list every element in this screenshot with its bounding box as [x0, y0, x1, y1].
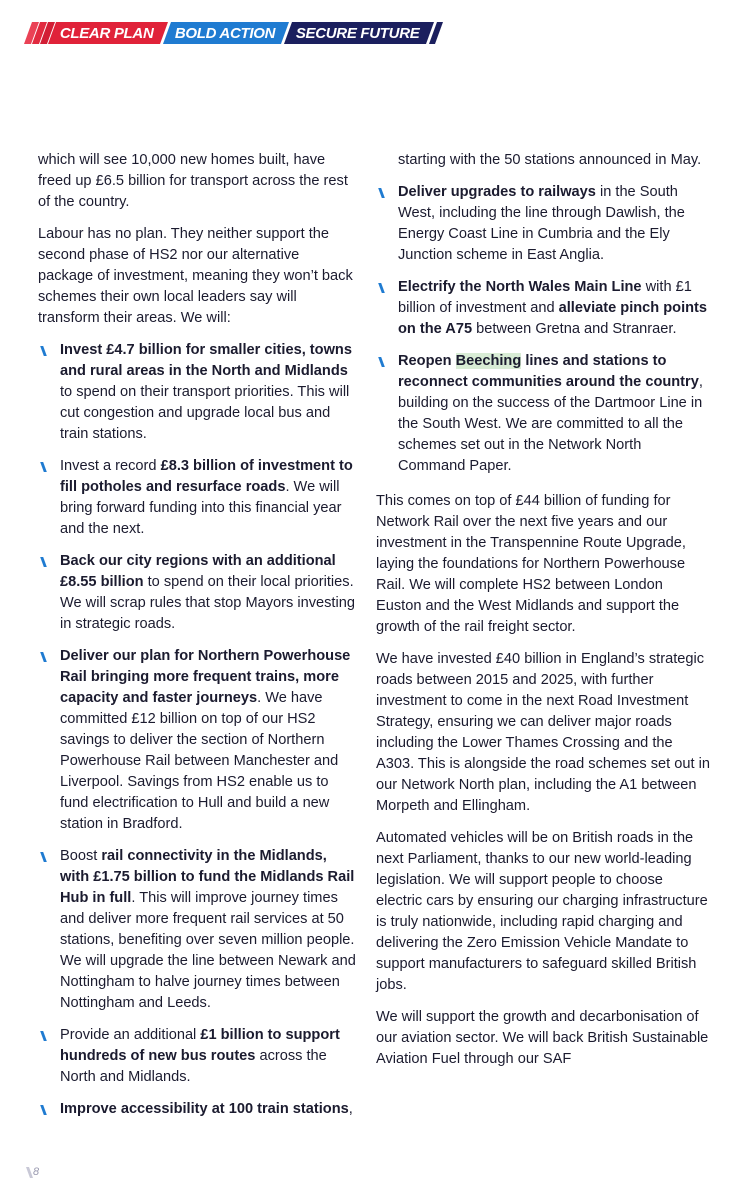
chevron-bullet-icon	[36, 1031, 47, 1041]
chevron-bullet-icon	[36, 557, 47, 567]
chevron-bullet-icon	[36, 652, 47, 662]
chevron-bullet-icon	[36, 1105, 47, 1115]
paragraph: starting with the 50 stations announced in May.	[398, 152, 702, 168]
text: Boost	[60, 848, 102, 864]
text: Invest a record	[60, 458, 161, 474]
right-column	[376, 150, 712, 1081]
bold-text: Beeching	[455, 353, 522, 369]
list-item	[38, 846, 356, 1014]
text: . This will improve journey times and deliver more frequent rail services at 50 stations, benefiting over seven million people. We will upgrade the line between Newark and Nottingham to halve journey times between Nottingham and Leeds.	[60, 890, 356, 1011]
list-item	[38, 646, 356, 835]
bold-text: Deliver upgrades to railways	[398, 184, 596, 200]
bold-text: alleviate pinch points on the A75	[398, 300, 708, 337]
bold-text: Back our city regions with an additional £8.55 billion	[60, 553, 336, 590]
chevron-bullet-icon	[36, 462, 47, 472]
text: to spend on their local priorities. We will scrap rules that stop Mayors investing in strategic roads.	[60, 574, 355, 632]
text: . We will bring forward funding into this financial year and the next.	[60, 479, 342, 537]
header-banner	[28, 22, 439, 44]
paragraph-group	[376, 491, 712, 1070]
paragraph: We have invested £40 billion in England’s strategic roads between 2015 and 2025, with further investment to come in the next Road Investment Strategy, ensuring we can deliver major roads including the Lower Thames Crossing and the A303. This is alongside the road schemes set out in our Network North plan, including the A1 between Morpeth and Ellingham.	[376, 651, 710, 814]
text: across the North and Midlands.	[60, 1048, 327, 1085]
bold-text: Invest £4.7 billion for smaller cities, towns and rural areas in the North and Midlands	[60, 342, 352, 379]
chevron-icon	[26, 1167, 33, 1178]
list-item	[38, 1025, 356, 1088]
paragraph: which will see 10,000 new homes built, have freed up £6.5 billion for transport across the rest of the country.	[38, 152, 348, 210]
list-item	[376, 182, 712, 266]
banner-segment-secure-future: SECURE FUTURE	[284, 22, 434, 44]
chevron-bullet-icon	[36, 852, 47, 862]
bold-text: Reopen	[398, 353, 456, 369]
text: Provide an additional	[60, 1027, 201, 1043]
chevron-bullet-icon	[374, 283, 385, 293]
list-item	[376, 277, 712, 340]
chevron-bullet-icon	[374, 357, 385, 367]
text: . We have committed £12 billion on top of our HS2 savings to deliver the section of Northern Powerhouse Rail between Manchester and Liverpool. Savings from HS2 enable us to fund electrification to Hull and build a new station in Bradford.	[60, 690, 339, 832]
paragraph: Automated vehicles will be on British roads in the next Parliament, thanks to our new world-leading legislation. We will support people to choose electric cars by ensuring our charging infrastructure is truly nationwide, including rapid charging and delivering the Zero Emission Vehicle Mandate to support manufacturers to safeguard skilled British jobs.	[376, 830, 708, 993]
bold-text: lines and stations to reconnect communities around the country	[398, 353, 699, 390]
bold-text: Improve accessibility at 100 train stations	[60, 1101, 349, 1117]
bold-text: £8.3 billion of investment to fill potholes and resurface roads	[60, 458, 353, 495]
page-number: 8	[33, 1166, 40, 1178]
text: , building on the success of the Dartmoor Line in the South West. We are committed to all the schemes set out in the Network North Command Paper.	[398, 374, 703, 474]
list-item	[38, 551, 356, 635]
bold-text: Electrify the North Wales Main Line	[398, 279, 642, 295]
left-column	[38, 150, 356, 1131]
bullet-list	[38, 340, 356, 1120]
text: between Gretna and Stranraer.	[472, 321, 677, 337]
banner-segment-bold-action: BOLD ACTION	[163, 22, 289, 44]
list-item	[38, 1099, 356, 1120]
page-footer	[28, 1166, 39, 1178]
chevron-bullet-icon	[374, 188, 385, 198]
bullet-list	[376, 182, 712, 477]
text: to spend on their transport priorities. This will cut congestion and upgrade local bus and train stations.	[60, 384, 350, 442]
text: ,	[348, 1101, 353, 1117]
text: in the South West, including the line through Dawlish, the Energy Coast Line in Cumbria and the Ely Junction scheme in East Anglia.	[398, 184, 685, 263]
list-item	[38, 456, 356, 540]
bold-text: rail connectivity in the Midlands, with £1.75 billion to fund the Midlands Rail Hub in full	[60, 848, 355, 906]
bold-text: £1 billion to support hundreds of new bus routes	[60, 1027, 340, 1064]
paragraph: This comes on top of £44 billion of funding for Network Rail over the next five years and our investment in the Transpennine Route Upgrade, laying the foundations for Northern Powerhouse Rail. We will complete HS2 between London Euston and the West Midlands and support the growth of the rail freight sector.	[376, 493, 686, 635]
paragraph: We will support the growth and decarbonisation of our aviation sector. We will back British Sustainable Aviation Fuel through our SAF	[376, 1009, 709, 1067]
bold-text: Deliver our plan for Northern Powerhouse Rail bringing more frequent trains, more capacity and faster journeys	[60, 648, 351, 706]
paragraph: Labour has no plan. They neither support the second phase of HS2 nor our alternative package of investment, meaning they won’t back schemes their own local leaders say will transform their areas. We will:	[38, 226, 353, 326]
list-item	[376, 351, 712, 477]
text: with £1 billion of investment and	[398, 279, 692, 316]
banner-segment-clear-plan: CLEAR PLAN	[48, 22, 168, 44]
list-item	[38, 340, 356, 445]
chevron-bullet-icon	[36, 346, 47, 356]
